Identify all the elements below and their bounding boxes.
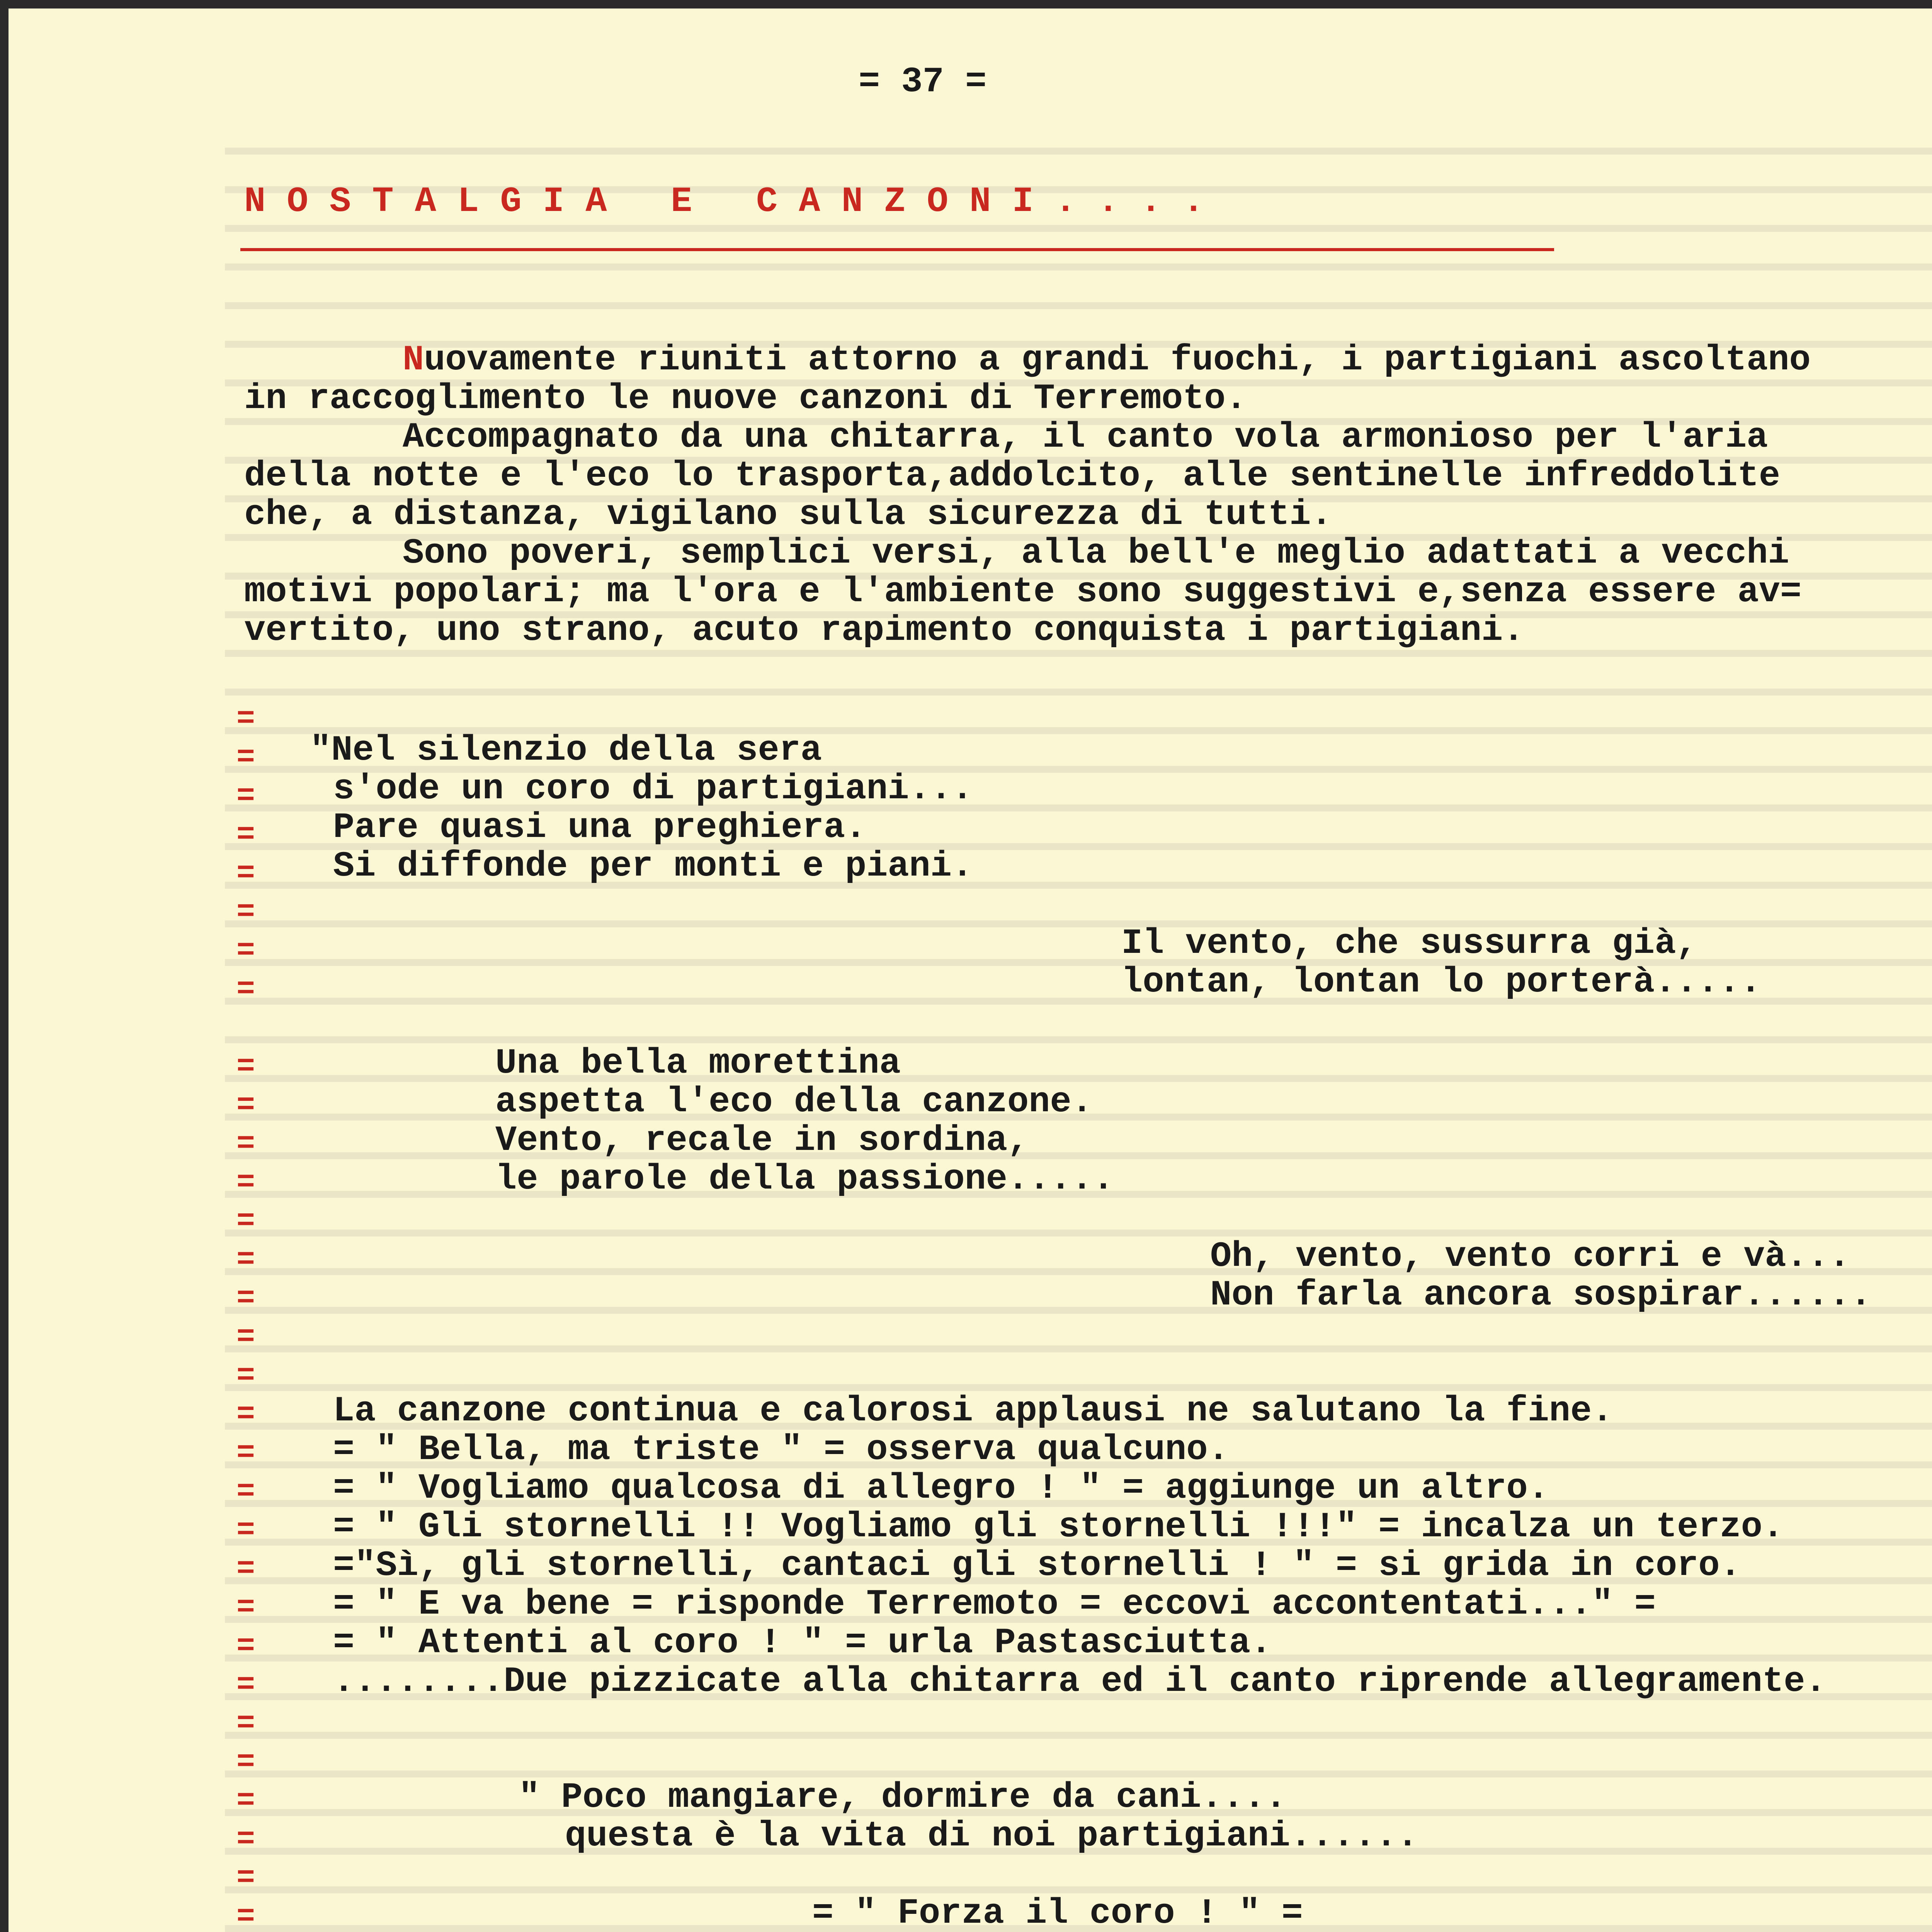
body-line-1: Nuovamente riuniti attorno a grandi fuochi, i partigiani ascoltano <box>403 340 1811 380</box>
song3-line-1: " Poco mangiare, dormire da cani.... <box>519 1777 1287 1818</box>
drop-initial: N <box>403 340 424 380</box>
song2-line-3: Vento, recale in sordina, <box>495 1120 1029 1161</box>
song1-line-6: lontan, lontan lo porterà..... <box>1121 962 1762 1002</box>
body-line-3: Accompagnato da una chitarra, il canto vola armonioso per l'aria <box>403 417 1768 457</box>
margin-equals-marks: = = = = = = = = = = = = = = = = = = = = = = = = = = = = = = = <box>236 702 255 1932</box>
song2-line-6: Non farla ancora sospirar...... <box>1210 1275 1872 1315</box>
dialogue-line-5: ="Sì, gli stornelli, cantaci gli stornelli ! " = si grida in coro. <box>333 1545 1741 1586</box>
dialogue-line-3: = " Vogliamo qualcosa di allegro ! " = aggiunge un altro. <box>333 1468 1549 1509</box>
dialogue-line-7: = " Attenti al coro ! " = urla Pastasciutta. <box>333 1622 1272 1663</box>
body-line-2: in raccoglimento le nuove canzoni di Terremoto. <box>244 378 1247 419</box>
body-line-5: che, a distanza, vigilano sulla sicurezza di tutti. <box>244 494 1332 535</box>
song2-line-4: le parole della passione..... <box>495 1159 1114 1199</box>
body-line-4: della notte e l'eco lo trasporta,addolcito, alle sentinelle infreddolite <box>244 456 1781 496</box>
page-title: N O S T A L G I A E C A N Z O N I . . . . <box>244 181 1204 222</box>
dialogue-line-4: = " Gli stornelli !! Vogliamo gli stornelli !!!" = incalza un terzo. <box>333 1507 1784 1547</box>
typewritten-page <box>9 9 1932 1932</box>
song3-line-3: = " Forza il coro ! " = <box>812 1893 1303 1932</box>
title-underline <box>240 248 1554 251</box>
dialogue-line-6: = " E va bene = risponde Terremoto = eccovi accontentati..." = <box>333 1584 1656 1624</box>
song1-line-3: Pare quasi una preghiera. <box>333 807 867 848</box>
body-line-8: vertito, uno strano, acuto rapimento conquista i partigiani. <box>244 610 1524 651</box>
body-line-7: motivi popolari; ma l'ora e l'ambiente sono suggestivi e,senza essere av= <box>244 571 1802 612</box>
dialogue-line-8: ........Due pizzicate alla chitarra ed il canto riprende allegramente. <box>333 1661 1827 1702</box>
song2-line-1: Una bella morettina <box>495 1043 901 1083</box>
dialogue-line-2: = " Bella, ma triste " = osserva qualcuno. <box>333 1429 1229 1470</box>
page-number: = 37 = <box>859 61 987 102</box>
song1-line-4: Si diffonde per monti e piani. <box>333 846 973 886</box>
song2-line-5: Oh, vento, vento corri e và... <box>1210 1236 1850 1277</box>
song2-line-2: aspetta l'eco della canzone. <box>495 1082 1093 1122</box>
song1-line-2: s'ode un coro di partigiani... <box>333 769 973 809</box>
song1-line-5: Il vento, che sussurra già, <box>1121 923 1697 964</box>
body-line-6: Sono poveri, semplici versi, alla bell'e meglio adattati a vecchi <box>403 533 1789 573</box>
song1-line-1: "Nel silenzio della sera <box>310 730 822 770</box>
song3-line-2: questa è la vita di noi partigiani...... <box>565 1816 1418 1856</box>
dialogue-line-1: La canzone continua e calorosi applausi ne salutano la fine. <box>333 1391 1613 1431</box>
